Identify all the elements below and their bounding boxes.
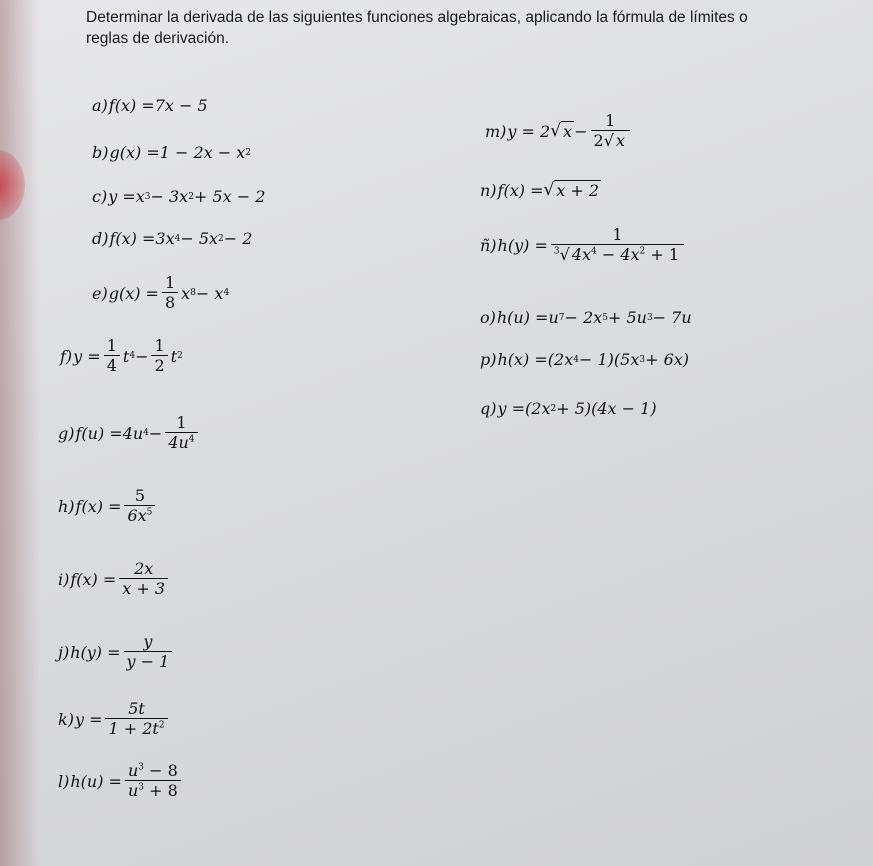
exercise-i: i) f(x) = $\frac{2x}{x + 3}$ [58,560,171,598]
radical-sign: √ [603,131,614,150]
exercise-k: k) y = $\frac{5t}{1 + 2t^2}$ [58,700,171,738]
fraction: $\frac{2x}{x + 3}$ [119,560,168,598]
exercise-j: j) h(y) = $\frac{y}{y - 1}$ [58,633,175,671]
fraction: $\frac{1}{8}$ [162,274,178,312]
exercise-o: o) h(u) = u 7 − 2x 5 + 5u 3 − 7u [480,308,692,327]
radical-sign: √ [559,245,570,264]
page-edge-shadow [0,0,40,866]
exercise-ñ: ñ) h(y) = $\frac{1}{^3√ 4x^4 - 4x^2 + 1}$ [480,226,687,264]
instructions-line-1: Determinar la derivada de las siguientes funciones algebraicas, aplicando la fórmula de límites o [86,9,748,26]
exercise-a: a) f(x) = 7x − 5 [92,96,208,115]
exercise-h: h) f(x) = $\frac{5}{6x^5}$ [58,487,158,525]
radical-sign: √ [550,121,562,141]
exercise-l: l) h(u) = $\frac{u^3 - 8}{u^3 + 8}$ [58,762,184,800]
exercise-c: c) y = x 3 − 3x 2 + 5x − 2 [92,187,266,206]
exercise-d: d) f(x) = 3x 4 − 5x 2 − 2 [92,229,253,248]
exercise-n: n) f(x) = √ x + 2 [480,180,600,200]
fraction: $\frac{u^3 - 8}{u^3 + 8}$ [125,762,181,800]
instructions-line-2: reglas de derivación. [86,30,230,47]
exercise-e: e) g(x) = $\frac{1}{8}$ x 8 − x 4 [92,273,230,312]
fraction: $\frac{1}{4u^4}$ [165,414,197,452]
exercise-g: g) f(u) = 4u 4 − $\frac{1}{4u^4}$ [58,414,201,452]
fraction: $\frac{y}{y - 1}$ [124,633,173,671]
fraction: $\frac{5t}{1 + 2t^2}$ [105,700,167,738]
exercise-m: m) y = 2 √ x − $\frac{1}{2√ x}$ [485,112,633,150]
fraction: $\frac{5}{6x^5}$ [124,487,155,525]
fraction: $\frac{1}{^3√ 4x^4 - 4x^2 + 1}$ [551,226,684,264]
exercise-f: f) y = $\frac{1}{4}$ t 4 − $\frac{1}{2}$ t 2 [60,336,183,375]
instructions [86,7,846,49]
exercise-b: b) g(x) = 1 − 2x − x 2 [92,143,252,162]
fraction: $\frac{1}{2√ x}$ [591,112,630,150]
fraction: $\frac{1}{4}$ [104,337,120,375]
fraction: $\frac{1}{2}$ [151,337,167,375]
exercise-p: p) h(x) = (2x 4 − 1) (5x 3 + 6x) [480,350,690,369]
radical-sign: √ [543,180,555,200]
exercise-q: q) y = (2x 2 + 5) (4x − 1) [480,399,657,418]
